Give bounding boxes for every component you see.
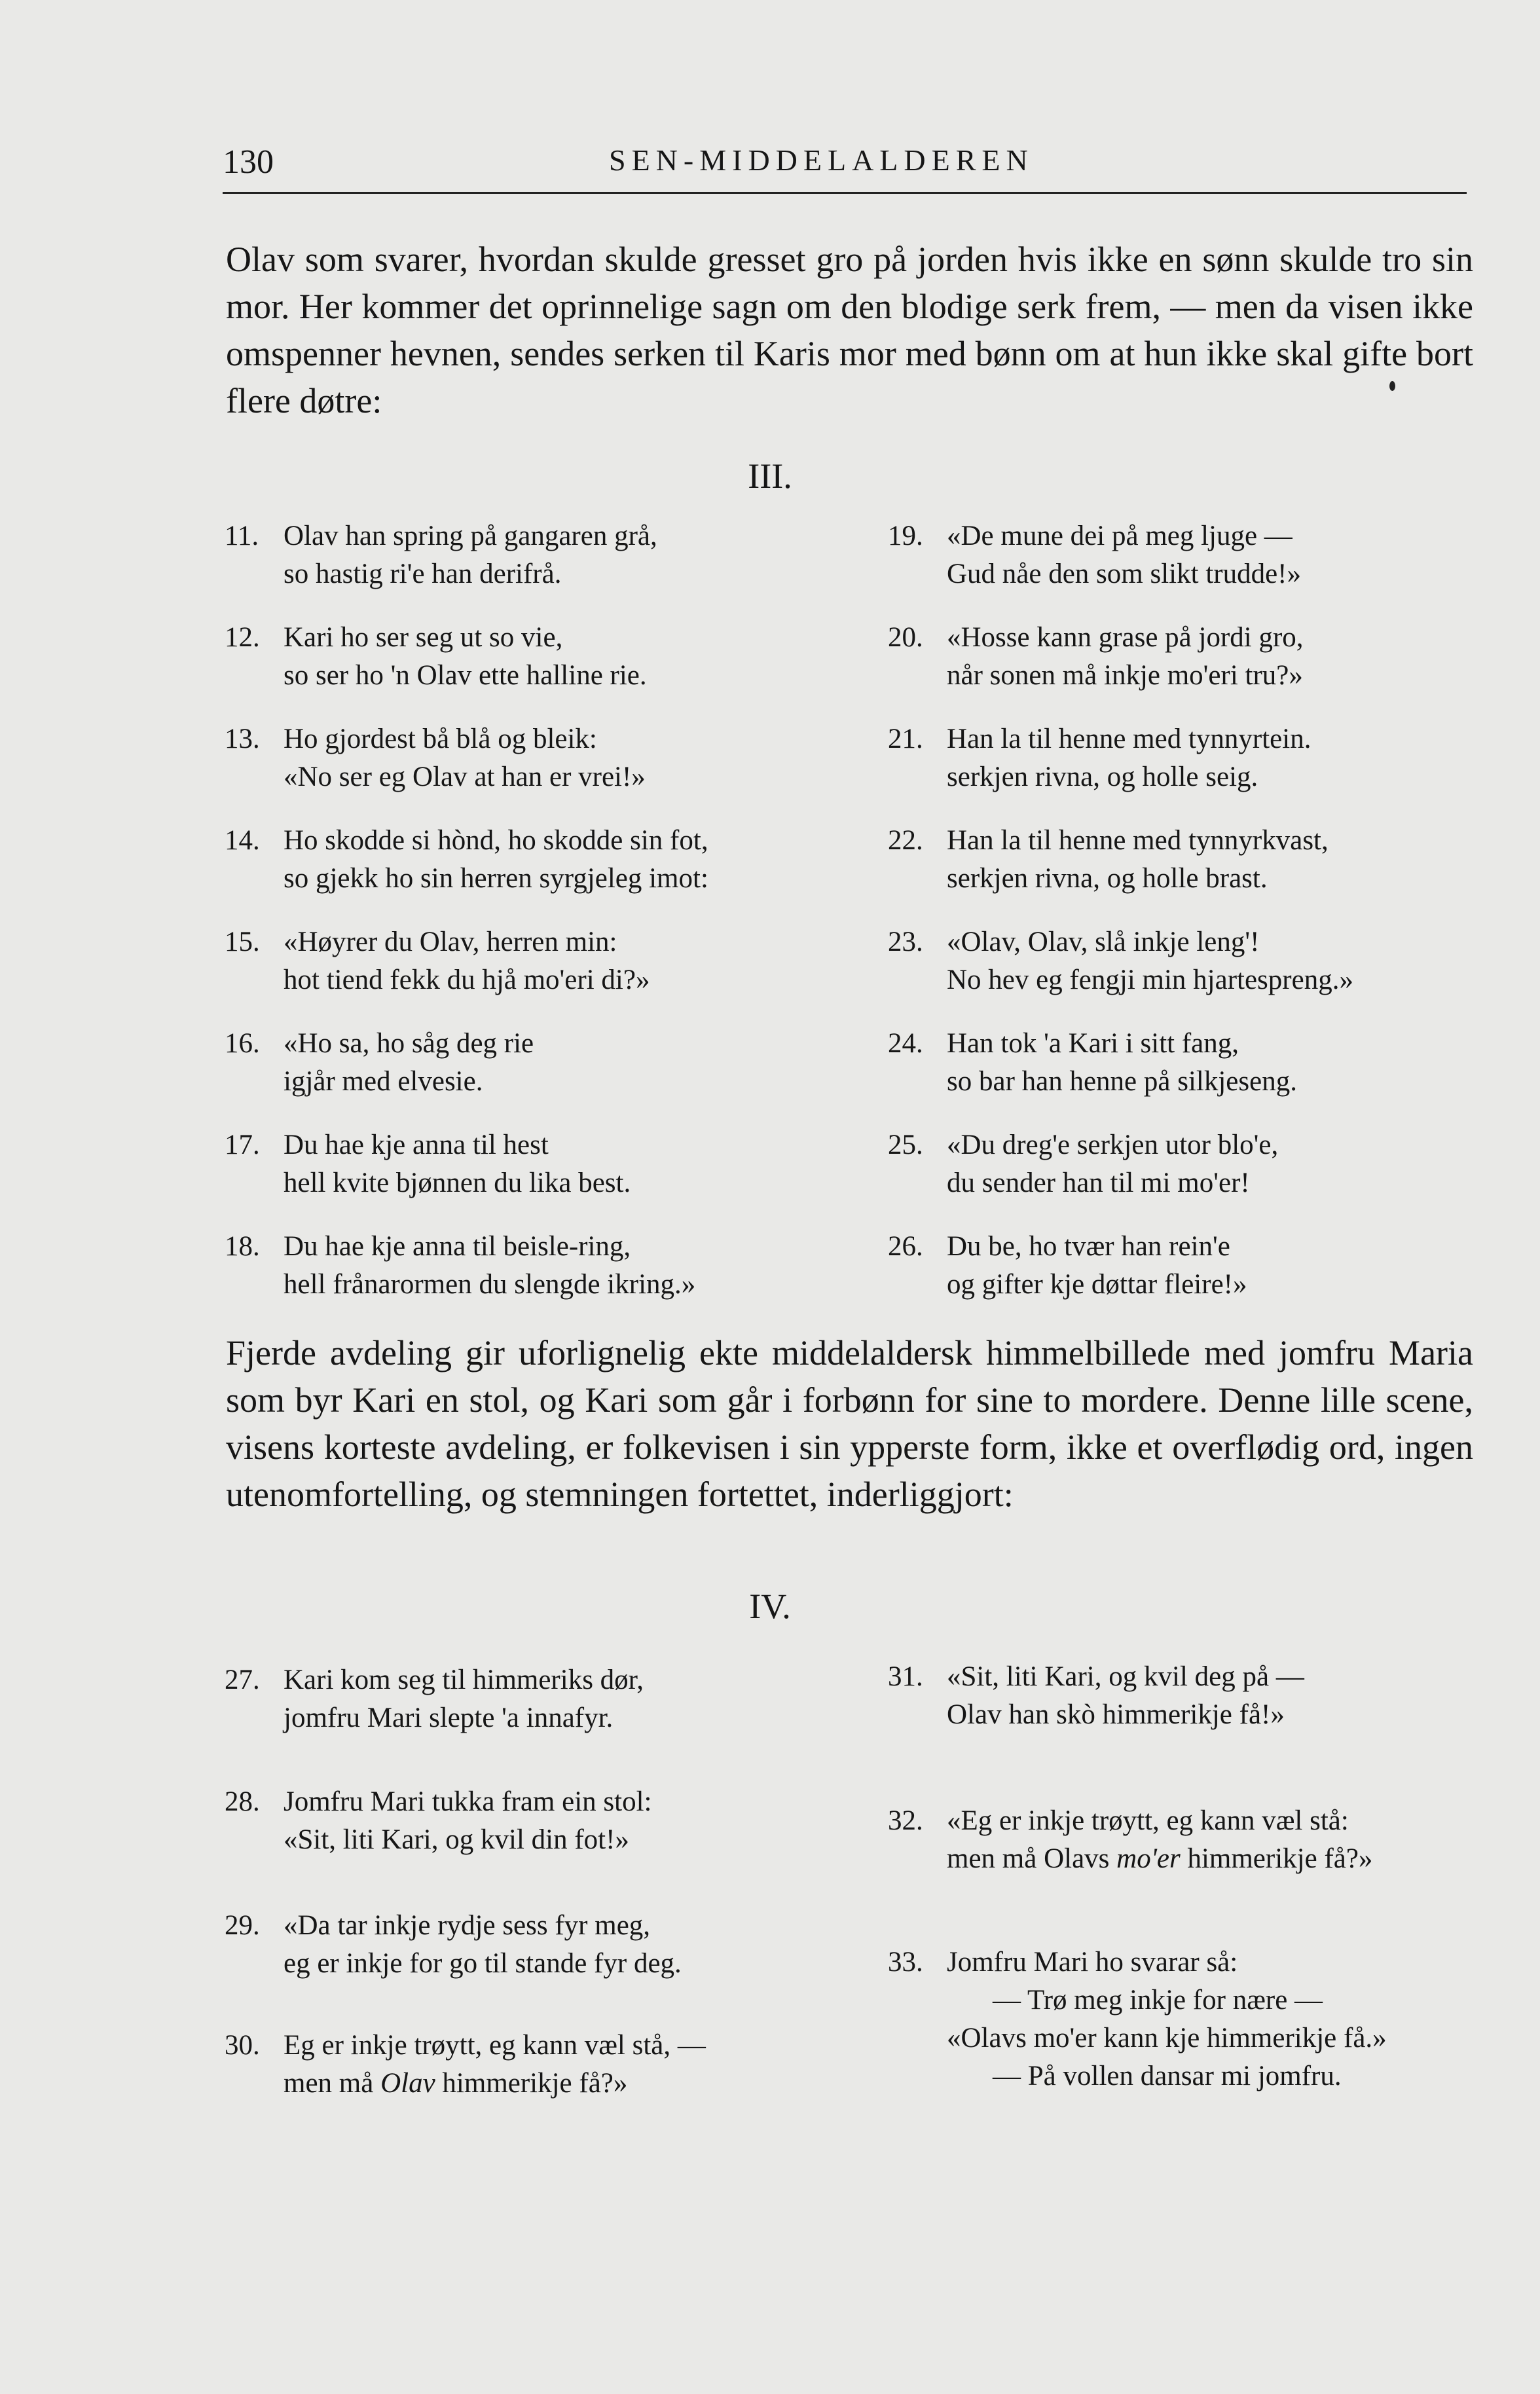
stanza-number: 13. — [225, 724, 260, 754]
stanza — [225, 1126, 631, 1202]
stanza-number: 19. — [888, 521, 923, 551]
verse-line: Gud nåe den som slikt trudde!» — [947, 559, 1301, 589]
stanza-number: 11. — [225, 521, 259, 551]
stanza — [888, 1943, 1387, 2095]
verse-line: «Olav, Olav, slå inkje leng'! — [947, 927, 1260, 957]
verse-line: Eg er inkje trøytt, eg kann væl stå, — — [284, 2030, 706, 2061]
stanza-number: 14. — [225, 825, 260, 856]
verse-line: hot tiend fekk du hjå mo'eri di?» — [284, 965, 650, 995]
stanza — [888, 1228, 1247, 1304]
verse-line: eg er inkje for go til stande fyr deg. — [284, 1948, 682, 1979]
verse-line: «Ho sa, ho såg deg rie — [284, 1028, 534, 1059]
stanza — [888, 1658, 1304, 1734]
verse-line: «Sit, liti Kari, og kvil din fot!» — [284, 1824, 629, 1855]
verse-line: når sonen må inkje mo'eri tru?» — [947, 660, 1303, 691]
stanza — [888, 1802, 1372, 1878]
section-heading-iv: IV. — [749, 1587, 791, 1626]
verse-line: so bar han henne på silkjeseng. — [947, 1066, 1297, 1097]
verse-line: «No ser eg Olav at han er vrei!» — [284, 762, 646, 792]
stanza — [225, 1228, 695, 1304]
ink-speck — [1389, 381, 1395, 391]
verse-line: «Sit, liti Kari, og kvil deg på — — [947, 1661, 1304, 1692]
verse-line: Ho gjordest bå blå og bleik: — [284, 724, 597, 754]
verse-line: No hev eg fengji min hjartespreng.» — [947, 965, 1353, 995]
stanza — [225, 1783, 651, 1859]
verse-line: — Trø meg inkje for nære — — [993, 1985, 1323, 2016]
stanza — [225, 1025, 534, 1101]
verse-line: Du be, ho tvær han rein'e — [947, 1231, 1230, 1262]
stanza-number: 21. — [888, 724, 923, 754]
stanza-number: 32. — [888, 1805, 923, 1836]
stanza — [225, 2027, 706, 2103]
page-number: 130 — [223, 143, 274, 181]
verse-line: Han la til henne med tynnyrtein. — [947, 724, 1311, 754]
verse-line: og gifter kje døttar fleire!» — [947, 1269, 1247, 1300]
stanza — [888, 619, 1304, 695]
stanza-number: 16. — [225, 1028, 260, 1059]
stanza — [225, 1661, 644, 1737]
stanza-number: 12. — [225, 622, 260, 653]
verse-line: «Høyrer du Olav, herren min: — [284, 927, 617, 957]
verse-line: jomfru Mari slepte 'a innafyr. — [284, 1703, 614, 1733]
verse-line: serkjen rivna, og holle seig. — [947, 762, 1258, 792]
stanza-number: 17. — [225, 1130, 260, 1160]
stanza — [888, 822, 1329, 898]
stanza — [225, 1907, 682, 1983]
stanza — [888, 720, 1311, 796]
running-title: SEN-MIDDELALDEREN — [609, 143, 1034, 177]
verse-line: men må Olav himmerikje få?» — [284, 2068, 628, 2099]
stanza-number: 25. — [888, 1130, 923, 1160]
stanza-number: 15. — [225, 927, 260, 957]
verse-line: hell kvite bjønnen du lika best. — [284, 1168, 631, 1198]
verse-line: Du hae kje anna til hest — [284, 1130, 549, 1160]
paragraph-intro: Olav som svarer, hvordan skulde gresset gro på jorden hvis ikke en sønn skulde tro sin mor. Her kommer det oprinnelige sagn om den blodige serk frem, — men da visen ikke omspenner hevnen, sendes serken til Karis mor med bønn om at hun ikke skal gifte bort flere døtre: — [226, 240, 1473, 420]
stanza-number: 31. — [888, 1661, 923, 1692]
stanza — [225, 923, 650, 999]
stanza — [888, 1126, 1278, 1202]
stanza — [225, 517, 657, 593]
verse-line: Kari kom seg til himmeriks dør, — [284, 1665, 644, 1695]
verse-line: so ser ho 'n Olav ette halline rie. — [284, 660, 647, 691]
verse-line: «Du dreg'e serkjen utor blo'e, — [947, 1130, 1279, 1160]
stanza — [888, 517, 1301, 593]
verse-line: igjår med elvesie. — [284, 1066, 483, 1097]
verse-line: hell frånarormen du slengde ikring.» — [284, 1269, 696, 1300]
verse-line: «Da tar inkje rydje sess fyr meg, — [284, 1910, 651, 1941]
verse-line: «Eg er inkje trøytt, eg kann væl stå: — [947, 1805, 1349, 1836]
stanza-number: 28. — [225, 1786, 260, 1817]
verse-line: Olav han spring på gangaren grå, — [284, 521, 657, 551]
stanza-number: 26. — [888, 1231, 923, 1262]
verse-line: Du hae kje anna til beisle-ring, — [284, 1231, 631, 1262]
section-heading-iii: III. — [748, 456, 792, 496]
stanza-number: 22. — [888, 825, 923, 856]
verse-line: Han tok 'a Kari i sitt fang, — [947, 1028, 1239, 1059]
page-header — [223, 143, 1467, 187]
stanza — [888, 1025, 1297, 1101]
verse-line: Olav han skò himmerikje få!» — [947, 1699, 1285, 1730]
header-rule — [223, 192, 1467, 194]
verse-line: so gjekk ho sin herren syrgjeleg imot: — [284, 863, 708, 894]
verse-line: Ho skodde si hònd, ho skodde sin fot, — [284, 825, 708, 856]
stanza — [225, 720, 646, 796]
stanza-number: 24. — [888, 1028, 923, 1059]
verse-line: — På vollen dansar mi jomfru. — [993, 2061, 1342, 2091]
verse-line: «Olavs mo'er kann kje himmerikje få.» — [947, 2023, 1387, 2053]
verse-line: du sender han til mi mo'er! — [947, 1168, 1250, 1198]
stanza-number: 30. — [225, 2030, 260, 2061]
stanza-number: 20. — [888, 622, 923, 653]
stanza — [888, 923, 1353, 999]
verse-line: Jomfru Mari tukka fram ein stol: — [284, 1786, 652, 1817]
paragraph-fourth-part: Fjerde avdeling gir uforlignelig ekte middelaldersk himmelbillede med jomfru Maria som byr Kari en stol, og Kari som går i forbønn for sine to mordere. Denne lille scene, visens korteste avdeling, er folkevisen i sin ypperste form, ikke et overflødig ord, ingen utenomfortelling, og stemningen fortettet, inderliggjort: — [226, 1333, 1473, 1514]
stanza — [225, 822, 708, 898]
stanza-number: 18. — [225, 1231, 260, 1262]
verse-line: «Hosse kann grase på jordi gro, — [947, 622, 1304, 653]
stanza-number: 27. — [225, 1665, 260, 1695]
verse-line: men må Olavs mo'er himmerikje få?» — [947, 1843, 1373, 1874]
stanza — [225, 619, 647, 695]
verse-line: Kari ho ser seg ut so vie, — [284, 622, 563, 653]
stanza-number: 23. — [888, 927, 923, 957]
verse-line: serkjen rivna, og holle brast. — [947, 863, 1268, 894]
stanza-number: 29. — [225, 1910, 260, 1941]
verse-line: so hastig ri'e han derifrå. — [284, 559, 562, 589]
verse-line: Jomfru Mari ho svarar så: — [947, 1947, 1238, 1978]
verse-line: «De mune dei på meg ljuge — — [947, 521, 1292, 551]
stanza-number: 33. — [888, 1947, 923, 1978]
verse-line: Han la til henne med tynnyrkvast, — [947, 825, 1329, 856]
